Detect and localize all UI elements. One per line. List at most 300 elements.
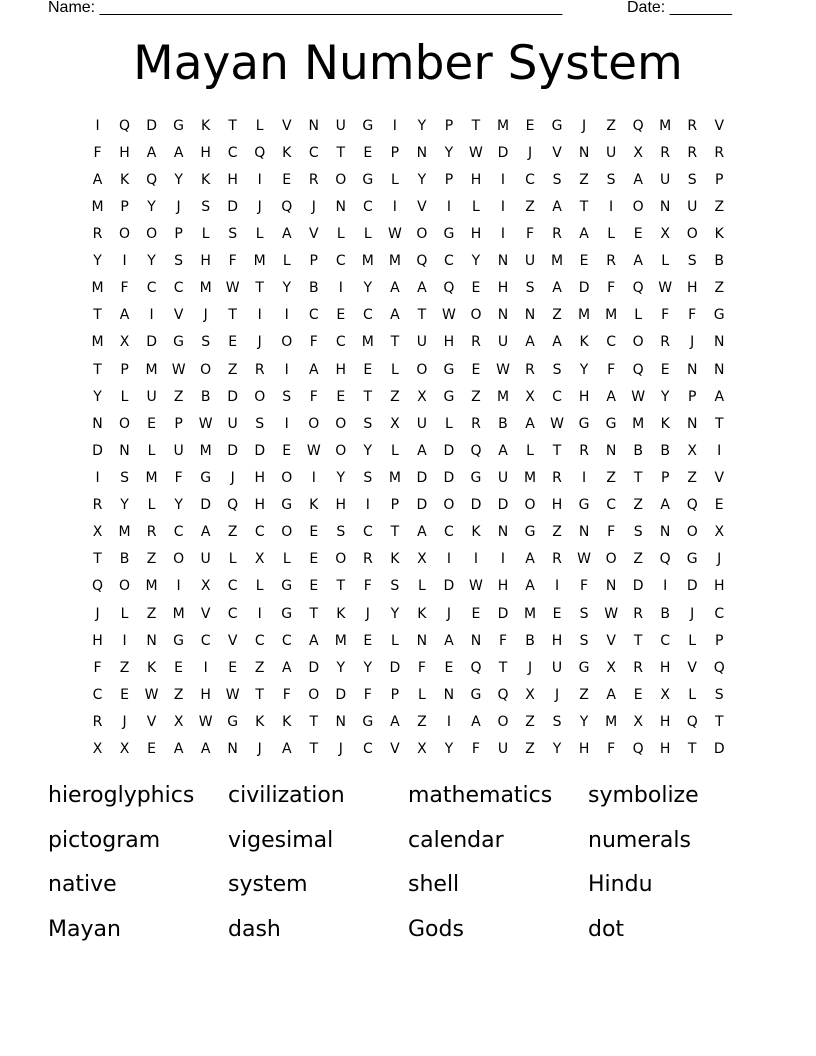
grid-letter: S [633,524,643,541]
grid-letter: L [255,225,264,242]
grid-letter: A [471,713,481,730]
grid-letter: M [551,253,564,270]
grid-letter: Y [417,117,427,134]
grid-letter: L [120,388,129,405]
grid-letter: G [713,307,725,324]
grid-letter: Z [227,361,238,378]
grid-letter: U [227,415,238,432]
grid-letter: S [579,605,589,622]
grid-letter: J [717,551,722,568]
grid-letter: R [660,144,671,161]
grid-letter: I [582,469,587,486]
grid-row [84,546,733,573]
grid-letter: H [713,578,725,595]
grid-letter: I [609,198,614,215]
grid-letter: Z [254,659,265,676]
grid-letter: Z [687,469,697,486]
grid-letter: V [552,144,562,161]
grid-letter: G [362,713,374,730]
grid-letter: M [361,253,374,270]
grid-letter: P [715,171,724,188]
grid-letter: X [417,741,427,758]
grid-letter: M [496,117,510,134]
grid-letter: H [578,388,590,405]
grid-letter: J [527,659,533,676]
grid-letter: L [688,632,697,649]
grid-letter: A [606,686,616,703]
grid-letter: A [173,741,184,758]
grid-row [84,112,733,139]
grid-letter: D [443,469,455,486]
grid-letter: X [390,415,400,432]
grid-letter: N [416,632,428,649]
grid-letter: K [390,551,400,568]
grid-letter: X [119,334,130,351]
grid-letter: H [578,741,590,758]
grid-letter: A [200,741,211,758]
grid-letter: O [443,497,455,514]
grid-letter: M [145,578,158,595]
grid-letter: I [311,469,316,486]
grid-letter: V [227,632,238,649]
grid-letter: L [417,578,426,595]
grid-row [84,329,733,356]
grid-letter: V [281,117,292,134]
grid-letter: A [390,307,400,324]
grid-letter: K [146,659,157,676]
grid-letter: L [336,225,345,242]
grid-letter: H [200,686,211,703]
grid-letter: T [309,741,319,758]
grid-letter: S [201,334,211,351]
grid-letter: R [254,361,265,378]
grid-letter: F [93,144,102,161]
grid-letter: H [686,280,698,297]
grid-letter: G [173,334,185,351]
grid-letter: C [362,307,373,324]
grid-letter: U [146,388,157,405]
grid-row [84,437,733,464]
grid-letter: N [308,117,319,134]
grid-letter: D [416,497,428,514]
grid-letter: Y [579,361,589,378]
grid-letter: S [579,632,589,649]
grid-letter: H [227,171,238,188]
grid-letter: L [472,198,480,215]
grid-letter: A [633,171,643,188]
grid-letter: T [93,307,102,324]
grid-letter: D [92,442,103,459]
grid-letter: L [255,117,264,134]
grid-letter: J [690,605,695,622]
worksheet-header [48,0,748,20]
grid-letter: O [497,713,509,730]
grid-letter: A [417,280,427,297]
grid-letter: M [605,307,618,324]
grid-letter: U [416,334,428,351]
grid-letter: M [334,632,347,649]
grid-letter: P [174,415,183,432]
grid-letter: D [497,605,509,622]
grid-letter: R [633,605,643,622]
grid-letter: J [690,334,695,351]
grid-letter: I [500,198,506,215]
grid-letter: H [470,171,482,188]
grid-letter: H [497,280,509,297]
grid-letter: M [172,605,185,622]
grid-letter: U [687,198,698,215]
grid-letter: N [686,415,698,432]
grid-letter: V [390,741,400,758]
grid-letter: J [257,334,262,351]
grid-letter: R [606,253,616,270]
grid-letter: A [281,659,292,676]
grid-letter: V [308,225,319,242]
grid-letter: W [469,144,483,161]
grid-letter: C [335,334,346,351]
grid-letter: Z [714,198,725,215]
word-bank-item: mathematics [408,783,553,808]
grid-letter: Q [443,280,455,297]
grid-letter: L [147,497,156,514]
grid-letter: T [390,334,400,351]
grid-letter: P [120,198,129,215]
grid-letter: N [605,578,617,595]
grid-letter: W [658,280,673,297]
grid-letter: A [525,551,535,568]
grid-letter: M [91,198,104,215]
grid-letter: D [578,280,590,297]
grid-letter: H [200,253,211,270]
grid-letter: G [227,713,239,730]
grid-letter: A [146,144,157,161]
grid-letter: C [173,280,184,297]
grid-letter: Z [227,524,238,541]
grid-letter: R [471,415,481,432]
grid-letter: G [362,117,374,134]
grid-letter: K [282,144,292,161]
grid-letter: N [686,361,698,378]
grid-letter: G [173,632,185,649]
grid-letter: G [200,469,212,486]
grid-letter: T [498,659,508,676]
grid-letter: D [227,198,239,215]
grid-letter: C [362,741,373,758]
page-title: Mayan Number System [133,36,683,91]
grid-letter: L [390,171,399,188]
grid-letter: M [496,388,510,405]
grid-letter: C [335,253,346,270]
grid-letter: N [497,253,509,270]
grid-letter: N [443,686,455,703]
grid-letter: J [582,117,587,134]
grid-letter: T [552,442,562,459]
grid-letter: S [174,253,184,270]
grid-row [84,193,733,220]
grid-letter: N [713,361,725,378]
grid-letter: F [309,334,318,351]
grid-letter: H [659,713,671,730]
grid-row [84,681,733,708]
grid-letter: C [227,578,238,595]
grid-letter: K [579,334,589,351]
grid-letter: Y [336,659,346,676]
grid-letter: C [281,632,292,649]
grid-letter: L [201,225,210,242]
grid-letter: A [281,225,292,242]
grid-letter: H [254,497,265,514]
grid-letter: R [552,551,562,568]
grid-letter: A [525,334,535,351]
grid-letter: N [335,713,347,730]
grid-letter: C [200,632,211,649]
grid-letter: Q [119,117,131,134]
grid-letter: F [580,578,589,595]
grid-letter: Q [92,578,104,595]
grid-letter: U [416,415,428,432]
grid-letter: C [362,198,373,215]
grid-letter: O [416,361,428,378]
word-bank-item: Mayan [48,916,121,942]
grid-letter: H [200,144,211,161]
grid-letter: K [417,605,427,622]
grid-letter: N [497,307,509,324]
grid-row [84,519,733,546]
grid-letter: Q [632,117,644,134]
grid-letter: D [308,659,320,676]
grid-letter: Y [417,171,427,188]
grid-letter: L [445,415,453,432]
grid-letter: A [92,171,103,188]
grid-letter: E [282,442,292,459]
grid-letter: I [473,551,479,568]
grid-letter: F [688,307,697,324]
grid-letter: M [632,415,645,432]
grid-letter: I [392,117,397,134]
grid-row [84,220,733,247]
grid-letter: M [388,469,401,486]
grid-letter: J [257,741,262,758]
grid-letter: C [227,144,238,161]
grid-letter: J [176,198,181,215]
word-bank-item: shell [408,872,460,897]
grid-row [84,708,733,735]
grid-letter: T [93,361,102,378]
grid-letter: X [200,578,211,595]
grid-letter: A [417,442,427,459]
grid-letter: Z [552,307,562,324]
grid-letter: T [390,524,400,541]
grid-letter: M [91,334,104,351]
grid-letter: A [579,225,589,242]
grid-letter: J [446,605,451,622]
grid-row [84,139,733,166]
grid-letter: N [578,144,590,161]
grid-letter: F [93,659,102,676]
grid-letter: P [390,144,400,161]
grid-letter: H [551,632,563,649]
grid-letter: U [497,469,509,486]
grid-letter: H [659,741,671,758]
letter-grid [84,112,733,763]
grid-letter: E [282,171,292,188]
grid-letter: Y [174,497,183,514]
grid-letter: A [444,632,454,649]
grid-letter: Z [417,713,427,730]
grid-letter: B [119,551,130,568]
grid-letter: O [119,415,131,432]
grid-letter: Y [552,741,562,758]
grid-letter: W [577,551,591,568]
word-bank-item: system [228,872,308,897]
grid-letter: D [254,442,266,459]
grid-letter: X [417,551,427,568]
word-bank-item: civilization [228,783,345,808]
grid-row [84,275,733,302]
grid-letter: O [686,225,698,242]
grid-letter: V [417,198,427,215]
grid-letter: G [443,388,455,405]
grid-letter: A [281,741,292,758]
grid-letter: Z [471,388,481,405]
grid-letter: O [173,551,185,568]
grid-letter: G [578,415,590,432]
grid-letter: I [365,497,370,514]
grid-letter: N [659,524,671,541]
grid-letter: S [228,225,238,242]
grid-letter: F [607,280,616,297]
grid-letter: L [282,253,291,270]
grid-letter: H [335,361,347,378]
grid-letter: M [578,307,591,324]
grid-row [84,383,733,410]
grid-letter: B [498,415,508,432]
grid-letter: R [714,144,725,161]
grid-letter: A [308,632,319,649]
grid-letter: S [606,171,616,188]
grid-letter: Q [227,497,239,514]
grid-letter: O [335,415,347,432]
grid-letter: C [227,605,238,622]
grid-letter: Y [579,713,589,730]
grid-letter: E [471,605,481,622]
grid-letter: X [633,144,643,161]
grid-letter: J [122,713,127,730]
grid-letter: I [663,578,668,595]
grid-letter: U [497,334,509,351]
grid-letter: A [552,334,562,351]
grid-letter: A [606,388,616,405]
grid-letter: X [660,686,670,703]
grid-letter: T [93,551,102,568]
grid-letter: O [632,334,644,351]
grid-letter: L [255,578,264,595]
grid-letter: S [336,524,346,541]
word-bank-item: hieroglyphics [48,783,195,808]
grid-letter: C [444,253,454,270]
grid-letter: X [660,225,670,242]
grid-letter: D [146,117,157,134]
grid-letter: J [527,144,533,161]
grid-letter: Z [173,686,184,703]
grid-letter: T [633,632,643,649]
grid-letter: L [363,225,372,242]
grid-letter: D [335,686,347,703]
grid-letter: E [336,307,346,324]
grid-letter: G [578,659,590,676]
grid-letter: D [200,497,212,514]
grid-letter: E [471,361,481,378]
grid-letter: E [444,659,454,676]
grid-letter: T [633,469,643,486]
grid-letter: C [254,524,265,541]
grid-letter: I [95,117,100,134]
grid-letter: M [388,253,401,270]
grid-letter: E [228,659,238,676]
grid-letter: Y [147,253,156,270]
grid-letter: H [470,225,482,242]
grid-letter: O [146,225,158,242]
grid-letter: U [335,117,346,134]
grid-letter: S [714,686,724,703]
grid-letter: D [497,497,509,514]
grid-letter: R [146,524,157,541]
grid-letter: W [198,415,213,432]
grid-letter: Z [606,469,616,486]
grid-letter: B [525,632,535,649]
grid-letter: M [253,253,266,270]
grid-letter: Q [713,659,725,676]
grid-letter: C [308,144,319,161]
grid-letter: R [308,171,319,188]
grid-letter: K [309,497,319,514]
grid-letter: O [281,334,293,351]
word-bank-item: Gods [408,916,464,942]
grid-letter: I [284,361,289,378]
grid-letter: Y [444,144,454,161]
grid-letter: Y [120,497,129,514]
grid-letter: Z [579,686,589,703]
grid-letter: B [308,280,319,297]
grid-letter: H [254,469,265,486]
grid-letter: I [500,225,506,242]
grid-letter: D [632,578,644,595]
grid-letter: N [92,415,103,432]
word-bank-item: native [48,872,117,897]
grid-letter: E [633,225,643,242]
grid-letter: G [470,469,482,486]
grid-letter: S [201,198,211,215]
grid-letter: F [471,741,480,758]
grid-letter: L [607,225,616,242]
grid-letter: P [390,686,400,703]
name-field: Name: ____________________________________________________ [48,0,563,16]
grid-letter: E [633,686,643,703]
grid-letter: Y [147,198,156,215]
grid-letter: I [717,442,722,459]
grid-letter: F [525,225,535,242]
grid-letter: C [308,307,319,324]
grid-row [84,410,733,437]
grid-letter: I [446,713,451,730]
grid-letter: F [174,469,183,486]
grid-letter: T [417,307,427,324]
grid-letter: Z [633,497,643,514]
grid-letter: X [606,659,616,676]
grid-letter: L [390,632,399,649]
grid-letter: L [417,686,426,703]
grid-letter: H [497,578,509,595]
